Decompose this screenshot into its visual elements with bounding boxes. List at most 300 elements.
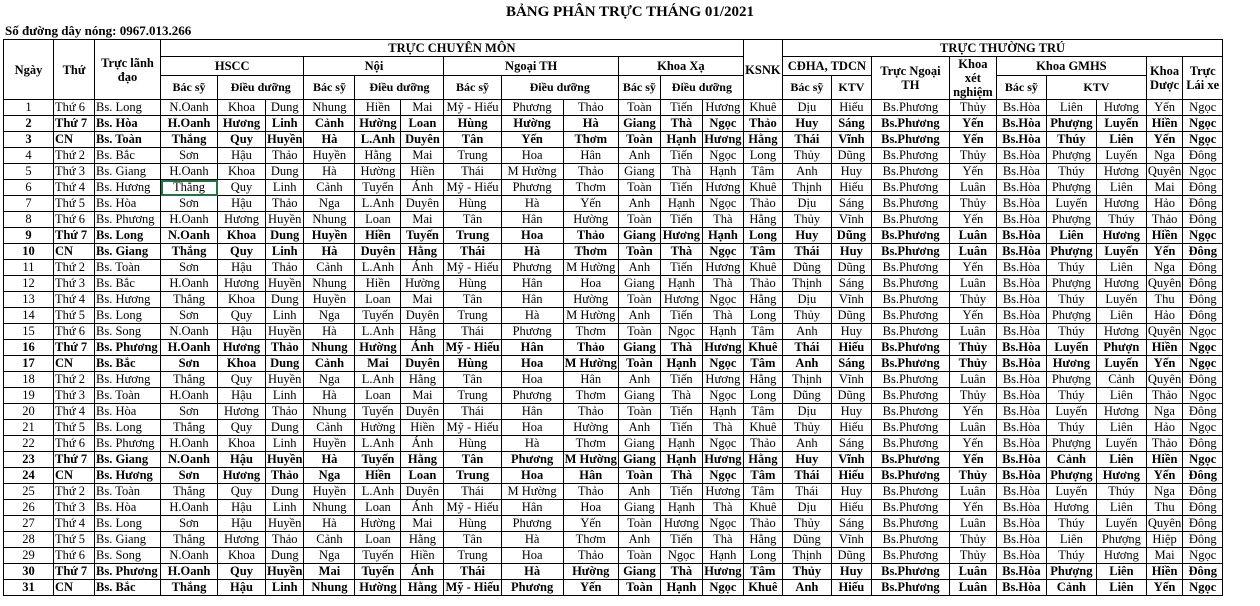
table-cell[interactable]: Thảo	[563, 484, 618, 500]
table-cell[interactable]: Huyền	[266, 324, 304, 340]
table-cell[interactable]: Hà	[501, 308, 563, 324]
table-cell[interactable]: N.Oanh	[161, 324, 218, 340]
table-cell[interactable]: Hà	[304, 324, 355, 340]
table-cell[interactable]: Bs.Phương	[871, 244, 949, 260]
table-cell[interactable]: Hùng	[444, 516, 501, 532]
table-cell[interactable]: Bs.Hòa	[996, 228, 1046, 244]
table-cell[interactable]: Dung	[266, 164, 304, 180]
table-cell[interactable]: Huyền	[304, 436, 355, 452]
table-cell[interactable]: Đông	[1183, 436, 1223, 452]
table-cell[interactable]: Bs. Long	[95, 308, 161, 324]
table-cell[interactable]: Thảo	[1146, 436, 1182, 452]
table-cell[interactable]: Bs. Hòa	[95, 500, 161, 516]
table-cell[interactable]: Vĩnh	[831, 132, 871, 148]
table-cell[interactable]: Nga	[304, 372, 355, 388]
table-cell[interactable]: Đông	[1183, 564, 1223, 580]
table-cell[interactable]: Hà	[304, 452, 355, 468]
table-cell[interactable]: Long	[743, 548, 782, 564]
table-cell[interactable]: Hà	[501, 244, 563, 260]
table-cell[interactable]: Quy	[218, 244, 266, 260]
table-cell[interactable]: Hiền	[355, 276, 401, 292]
table-cell[interactable]: Mai	[304, 564, 355, 580]
table-cell[interactable]: Hạnh	[660, 196, 702, 212]
table-cell[interactable]: 7	[4, 196, 54, 212]
table-cell[interactable]: Bs. Bắc	[95, 276, 161, 292]
table-cell[interactable]: Thà	[702, 500, 743, 516]
table-cell[interactable]: Vĩnh	[831, 532, 871, 548]
table-cell[interactable]: Hạnh	[660, 132, 702, 148]
table-cell[interactable]: Bs.Hòa	[996, 404, 1046, 420]
table-cell[interactable]: Phượng	[1096, 532, 1146, 548]
table-cell[interactable]: Hiền	[355, 100, 401, 116]
table-cell[interactable]: Hậu	[218, 500, 266, 516]
table-cell[interactable]: Anh	[618, 372, 660, 388]
table-cell[interactable]: Hương	[660, 292, 702, 308]
table-cell[interactable]: Loan	[401, 116, 444, 132]
table-cell[interactable]: Dịu	[782, 292, 831, 308]
table-cell[interactable]: Hảo	[1146, 308, 1182, 324]
table-cell[interactable]: Hùng	[444, 356, 501, 372]
table-cell[interactable]: Huy	[831, 244, 871, 260]
table-cell[interactable]: Thà	[702, 532, 743, 548]
table-cell[interactable]: Khoa	[218, 228, 266, 244]
table-cell[interactable]: Hằng	[401, 372, 444, 388]
table-cell[interactable]: Huyền	[267, 452, 303, 466]
table-cell[interactable]: Hương	[1096, 324, 1146, 340]
table-cell[interactable]: Yến	[949, 308, 996, 324]
table-cell[interactable]: Hân	[501, 212, 563, 228]
table-cell[interactable]: Phương	[501, 516, 563, 532]
table-cell[interactable]: Hằng	[743, 132, 782, 148]
table-cell[interactable]: Long	[743, 308, 782, 324]
table-cell[interactable]: Thảo	[743, 516, 782, 532]
table-cell[interactable]: Bs. Long	[95, 516, 161, 532]
table-cell[interactable]: Thúy	[1046, 324, 1096, 340]
table-cell[interactable]: Toàn	[618, 468, 660, 484]
table-cell[interactable]: Dịu	[782, 404, 831, 420]
table-cell[interactable]: Ngọc	[1183, 340, 1223, 356]
table-cell[interactable]: Quy	[218, 180, 266, 196]
table-cell[interactable]: Sáng	[831, 276, 871, 292]
table-cell[interactable]: Bs.Hòa	[996, 372, 1046, 388]
table-cell[interactable]: Bs. Long	[95, 420, 161, 436]
table-cell[interactable]: Hương	[1096, 196, 1146, 212]
table-cell[interactable]: Thủy	[782, 564, 831, 580]
table-cell[interactable]: Bs. Hòa	[95, 196, 161, 212]
table-cell[interactable]: Luân	[949, 516, 996, 532]
table-cell[interactable]: L.Anh	[355, 196, 401, 212]
table-cell[interactable]: Duyên	[355, 244, 401, 260]
table-cell[interactable]: Hằng	[743, 532, 782, 548]
table-cell[interactable]: Thảo	[743, 116, 782, 132]
table-cell[interactable]: Loan	[355, 532, 401, 548]
table-cell[interactable]: Hiếu	[831, 100, 871, 116]
table-cell[interactable]: Bs. Long	[95, 100, 161, 116]
table-cell[interactable]: Bs. Song	[95, 548, 161, 564]
table-cell[interactable]: Thà	[660, 564, 702, 580]
table-cell[interactable]: 10	[4, 244, 54, 260]
table-cell[interactable]: Bs.Phương	[871, 372, 949, 388]
table-cell[interactable]: Huyền	[304, 292, 355, 308]
table-cell[interactable]: Bs.Hòa	[996, 212, 1046, 228]
table-cell[interactable]: Dung	[266, 420, 304, 436]
table-cell[interactable]: Linh	[266, 436, 304, 452]
table-cell[interactable]: Ngọc	[702, 148, 743, 164]
table-cell[interactable]: Thứ 4	[54, 292, 95, 308]
table-cell[interactable]: Mỹ - Hiếu	[444, 500, 501, 516]
table-cell[interactable]: Dung	[266, 484, 304, 500]
table-cell[interactable]: Hằng	[401, 532, 444, 548]
table-cell[interactable]: Liên	[1096, 580, 1146, 596]
table-cell[interactable]: Thơm	[563, 436, 618, 452]
table-cell[interactable]: Phượng	[1046, 212, 1096, 228]
table-cell[interactable]: Cảnh	[304, 180, 355, 196]
table-cell[interactable]: Thứ 5	[54, 308, 95, 324]
table-cell[interactable]: Duyên	[401, 484, 444, 500]
table-cell[interactable]: Hảo	[1146, 196, 1182, 212]
table-cell[interactable]: M Hường	[501, 164, 563, 180]
table-cell[interactable]: Hằng	[401, 452, 444, 468]
table-cell[interactable]: Mai	[401, 148, 444, 164]
table-cell[interactable]: Huy	[831, 324, 871, 340]
table-cell[interactable]: Bs.Phương	[871, 324, 949, 340]
table-cell[interactable]: Bs.Hòa	[996, 324, 1046, 340]
table-cell[interactable]: Hiệp	[1146, 532, 1182, 548]
table-cell[interactable]: Thảo	[266, 148, 304, 164]
table-cell[interactable]: Dũng	[831, 548, 871, 564]
table-cell[interactable]: Anh	[618, 260, 660, 276]
table-cell[interactable]: Dung	[266, 356, 304, 372]
table-cell[interactable]: Thứ 7	[54, 116, 95, 132]
table-cell[interactable]: Hương	[1096, 164, 1146, 180]
table-cell[interactable]: Tiến	[660, 372, 702, 388]
table-cell[interactable]: Thứ 4	[54, 404, 95, 420]
table-cell[interactable]: 30	[4, 564, 54, 580]
table-cell[interactable]: Thà	[702, 212, 743, 228]
table-cell[interactable]: Huy	[782, 116, 831, 132]
table-cell[interactable]: CN	[54, 468, 95, 484]
table-cell[interactable]: Bs.Phương	[871, 532, 949, 548]
table-cell[interactable]: Nga	[1146, 260, 1182, 276]
table-cell[interactable]: Hậu	[218, 452, 266, 468]
table-cell[interactable]: Liên	[1096, 452, 1146, 468]
table-cell[interactable]: Ngọc	[702, 292, 743, 308]
table-cell[interactable]: Thứ 5	[54, 532, 95, 548]
table-cell[interactable]: Mỹ - Hiếu	[444, 260, 501, 276]
table-cell[interactable]: H.Oanh	[161, 276, 218, 292]
table-cell[interactable]: M Hường	[564, 452, 617, 466]
table-cell[interactable]: Bs.Hòa	[996, 180, 1046, 196]
table-cell[interactable]: Quy	[218, 484, 266, 500]
table-cell[interactable]: Thứ 6	[54, 324, 95, 340]
table-cell[interactable]: Hoa	[501, 548, 563, 564]
table-cell[interactable]: Hường	[563, 564, 618, 580]
table-cell[interactable]: Ánh	[401, 180, 444, 196]
table-cell[interactable]: Hà	[501, 436, 563, 452]
table-cell[interactable]: Linh	[266, 580, 304, 596]
table-cell[interactable]: Dũng	[831, 228, 871, 244]
table-cell[interactable]: Bs.Phương	[871, 388, 949, 404]
table-cell[interactable]: 11	[4, 260, 54, 276]
table-cell[interactable]: Yến	[949, 452, 996, 468]
table-cell[interactable]: Hân	[501, 276, 563, 292]
table-cell[interactable]: Loan	[355, 388, 401, 404]
table-cell[interactable]: 18	[4, 372, 54, 388]
table-cell[interactable]: Mai	[401, 516, 444, 532]
table-cell[interactable]: Anh	[618, 196, 660, 212]
table-cell[interactable]: Tâm	[743, 356, 782, 372]
table-cell[interactable]: Ngọc	[660, 324, 702, 340]
table-cell[interactable]: Linh	[266, 500, 304, 516]
table-cell[interactable]: Yến	[563, 580, 618, 596]
table-cell[interactable]: Linh	[266, 244, 304, 260]
table-cell[interactable]: Thủy	[949, 148, 996, 164]
table-cell[interactable]: Luyến	[1096, 516, 1146, 532]
table-cell[interactable]: Phượng	[1046, 148, 1096, 164]
table-cell[interactable]: Hạnh	[660, 452, 702, 468]
table-cell[interactable]: Hương	[1096, 276, 1146, 292]
table-cell[interactable]: Bs.Hòa	[996, 340, 1046, 356]
table-cell[interactable]: Khuê	[743, 180, 782, 196]
table-cell[interactable]: Liên	[1096, 500, 1146, 516]
table-cell[interactable]: Liên	[1096, 132, 1146, 148]
table-cell[interactable]: Bs.Hòa	[996, 548, 1046, 564]
table-cell[interactable]: Bs. Toàn	[95, 260, 161, 276]
table-cell[interactable]: Yến	[949, 500, 996, 516]
table-cell[interactable]: Thủy	[949, 100, 996, 116]
table-cell[interactable]: Tâm	[743, 484, 782, 500]
table-cell[interactable]: Huyền	[267, 132, 303, 146]
table-cell[interactable]: Tuyến	[355, 180, 401, 196]
table-cell[interactable]: Long	[743, 148, 782, 164]
table-cell[interactable]: Thắng	[161, 132, 218, 148]
table-cell[interactable]: Thà	[660, 244, 702, 260]
table-cell[interactable]: H.Oanh	[161, 340, 218, 356]
table-cell[interactable]: Long	[743, 228, 782, 244]
table-cell[interactable]: Hường	[355, 580, 401, 596]
table-cell[interactable]: Yến	[501, 132, 563, 148]
table-cell[interactable]: Thảo	[563, 404, 618, 420]
table-cell[interactable]: Luân	[949, 564, 996, 580]
table-cell[interactable]: Bs.Phương	[871, 100, 949, 116]
table-cell[interactable]: 27	[4, 516, 54, 532]
table-cell[interactable]: Thứ 6	[54, 100, 95, 116]
table-cell[interactable]: Bs. Giang	[95, 452, 161, 468]
table-cell[interactable]: Luyến	[1046, 196, 1096, 212]
table-cell[interactable]: 6	[4, 180, 54, 196]
table-cell[interactable]: Hiếu	[831, 340, 871, 356]
table-cell[interactable]: Yến	[949, 164, 996, 180]
table-cell[interactable]: Hà	[304, 516, 355, 532]
table-cell[interactable]: Sơn	[161, 356, 218, 372]
table-cell[interactable]: Phương	[501, 260, 563, 276]
table-cell[interactable]: Hà	[304, 164, 355, 180]
table-cell[interactable]: Hà	[501, 564, 563, 580]
table-cell[interactable]: Phượng	[1046, 308, 1096, 324]
table-cell[interactable]: Thảo	[563, 340, 618, 356]
table-cell[interactable]: Linh	[266, 308, 304, 324]
table-cell[interactable]: Bs. Long	[95, 228, 161, 244]
table-cell[interactable]: Sơn	[161, 516, 218, 532]
table-cell[interactable]: Đông	[1183, 516, 1223, 532]
table-cell[interactable]: Ngọc	[1183, 452, 1223, 468]
table-cell[interactable]: Thái	[782, 340, 831, 356]
table-cell[interactable]: Thảo	[563, 164, 618, 180]
table-cell[interactable]: Luân	[949, 244, 996, 260]
table-cell[interactable]: Giang	[618, 116, 660, 132]
table-cell[interactable]: Quyên	[1147, 164, 1182, 178]
table-cell[interactable]: Yến	[949, 404, 996, 420]
table-cell[interactable]: Thúy	[1046, 548, 1096, 564]
table-cell[interactable]: Thảo	[1146, 388, 1182, 404]
table-cell[interactable]: Dịu	[782, 100, 831, 116]
table-cell[interactable]: Hạnh	[660, 500, 702, 516]
table-cell[interactable]: 9	[4, 228, 54, 244]
table-cell[interactable]: Thà	[702, 420, 743, 436]
table-cell[interactable]: Thịnh	[782, 548, 831, 564]
table-cell[interactable]: Dịu	[782, 196, 831, 212]
table-cell[interactable]: Thứ 6	[54, 436, 95, 452]
table-cell[interactable]: Thúy	[1096, 484, 1146, 500]
table-cell[interactable]: Cảnh	[1096, 372, 1146, 388]
table-cell[interactable]: Hương	[218, 532, 266, 548]
table-cell[interactable]: Thắng	[161, 292, 218, 308]
table-cell[interactable]: M Hường	[564, 356, 617, 370]
table-cell[interactable]: Ngọc	[702, 468, 743, 484]
table-cell[interactable]: Bs.Hòa	[996, 388, 1046, 404]
table-cell[interactable]: Hoa	[501, 372, 563, 388]
table-cell[interactable]: Duyên	[401, 196, 444, 212]
table-cell[interactable]: Thủy	[949, 468, 996, 484]
table-cell[interactable]: Hoa	[501, 468, 563, 484]
table-cell[interactable]: Thà	[660, 468, 702, 484]
table-cell[interactable]: Hạnh	[660, 580, 702, 596]
table-cell[interactable]: Hạnh	[702, 164, 743, 180]
table-cell[interactable]: 31	[4, 580, 54, 596]
table-cell[interactable]: Hường	[563, 212, 618, 228]
table-cell[interactable]: N.Oanh	[161, 548, 218, 564]
table-cell[interactable]: 25	[4, 484, 54, 500]
table-cell[interactable]: Tâm	[743, 244, 782, 260]
table-cell[interactable]: Bs.Hòa	[996, 516, 1046, 532]
table-cell[interactable]: Tâm	[743, 324, 782, 340]
table-cell[interactable]: Khoa	[218, 356, 266, 372]
table-cell[interactable]: Hậu	[218, 388, 266, 404]
table-cell[interactable]: Thịnh	[782, 276, 831, 292]
table-cell[interactable]: Thịnh	[782, 180, 831, 196]
table-cell[interactable]: Tiến	[660, 100, 702, 116]
table-cell[interactable]: Bs.Phương	[871, 116, 949, 132]
table-cell[interactable]: Tiến	[660, 180, 702, 196]
table-cell[interactable]: Sơn	[161, 468, 218, 484]
table-cell[interactable]: Mai	[1146, 180, 1182, 196]
table-cell[interactable]: Cảnh	[304, 116, 355, 132]
table-cell[interactable]: Bs.Hòa	[996, 468, 1046, 484]
table-cell[interactable]: N.Oanh	[161, 228, 218, 244]
table-cell[interactable]: Huyền	[266, 212, 304, 228]
table-cell[interactable]: Dũng	[831, 308, 871, 324]
table-cell[interactable]: Trung	[444, 148, 501, 164]
table-cell[interactable]: Tuyến	[355, 452, 401, 468]
table-cell[interactable]: Thúy	[1046, 420, 1096, 436]
table-cell[interactable]: Linh	[266, 116, 304, 132]
table-cell[interactable]: CN	[54, 356, 95, 372]
table-cell[interactable]: L.Anh	[355, 372, 401, 388]
table-cell[interactable]: L.Anh	[355, 260, 401, 276]
table-cell[interactable]: Bs. Bắc	[95, 580, 161, 596]
table-cell[interactable]: Thảo	[266, 468, 304, 484]
table-cell[interactable]: Giang	[618, 452, 660, 468]
table-cell[interactable]: Thà	[660, 164, 702, 180]
table-cell[interactable]: Duyên	[401, 308, 444, 324]
table-cell[interactable]: 3	[4, 132, 54, 148]
table-cell[interactable]: Yến	[563, 516, 618, 532]
table-cell[interactable]: Toàn	[618, 180, 660, 196]
table-cell[interactable]: Thủy	[949, 356, 996, 372]
table-cell[interactable]: Bs. Toàn	[95, 132, 161, 148]
table-cell[interactable]: Loan	[355, 212, 401, 228]
table-cell[interactable]: Nhung	[304, 212, 355, 228]
table-cell[interactable]: Ngọc	[702, 116, 743, 132]
table-cell[interactable]: Hân	[563, 372, 618, 388]
table-cell[interactable]: Khoa	[218, 548, 266, 564]
table-cell[interactable]: Huyền	[304, 484, 355, 500]
table-cell[interactable]: Thứ 3	[54, 388, 95, 404]
table-cell[interactable]: Hậu	[218, 148, 266, 164]
table-cell[interactable]: Khuê	[743, 420, 782, 436]
table-cell[interactable]: Bs.Hòa	[996, 564, 1046, 580]
table-cell[interactable]: Ngọc	[702, 388, 743, 404]
table-cell[interactable]: Thảo	[266, 404, 304, 420]
table-cell[interactable]: Bs. Hương	[95, 180, 161, 196]
table-cell[interactable]: Hậu	[218, 516, 266, 532]
table-cell[interactable]: M Hường	[563, 260, 618, 276]
table-cell[interactable]: Mai	[401, 388, 444, 404]
table-cell[interactable]: 21	[4, 420, 54, 436]
table-cell[interactable]: Thơm	[563, 324, 618, 340]
table-cell[interactable]: Thái	[444, 244, 501, 260]
table-cell[interactable]: Bs. Song	[95, 324, 161, 340]
table-cell[interactable]: Bs. Hương	[95, 372, 161, 388]
table-cell[interactable]: Thà	[702, 276, 743, 292]
table-cell[interactable]: 17	[4, 356, 54, 372]
table-cell[interactable]: Khuê	[743, 100, 782, 116]
table-cell[interactable]: Bs.Phương	[871, 276, 949, 292]
table-cell[interactable]: M Hường	[563, 308, 618, 324]
table-cell[interactable]: Hương	[1046, 500, 1096, 516]
table-cell[interactable]: Bs.Hòa	[996, 260, 1046, 276]
table-cell[interactable]: Đông	[1183, 212, 1223, 228]
table-cell[interactable]: Yến	[1146, 244, 1182, 260]
table-cell[interactable]: Khoa	[218, 436, 266, 452]
table-cell[interactable]: Hường	[355, 340, 401, 356]
table-cell[interactable]: Tuyến	[355, 404, 401, 420]
table-cell[interactable]: Sơn	[161, 196, 218, 212]
table-cell[interactable]: Yến	[1146, 580, 1182, 596]
table-cell[interactable]: Bs. Phương	[95, 212, 161, 228]
table-cell[interactable]: Thủy	[782, 420, 831, 436]
table-cell[interactable]: Yến	[949, 116, 996, 132]
table-cell[interactable]: Hương	[1046, 356, 1096, 372]
table-cell[interactable]: Đông	[1183, 180, 1223, 196]
table-cell[interactable]: Tâm	[743, 468, 782, 484]
table-cell[interactable]: Hương	[704, 340, 742, 354]
table-cell[interactable]: Giang	[618, 388, 660, 404]
table-cell[interactable]: N.Oanh	[161, 452, 218, 468]
table-cell[interactable]: Huy	[831, 404, 871, 420]
table-cell[interactable]: Hường	[501, 116, 563, 132]
table-cell[interactable]: Bs.Hòa	[996, 164, 1046, 180]
